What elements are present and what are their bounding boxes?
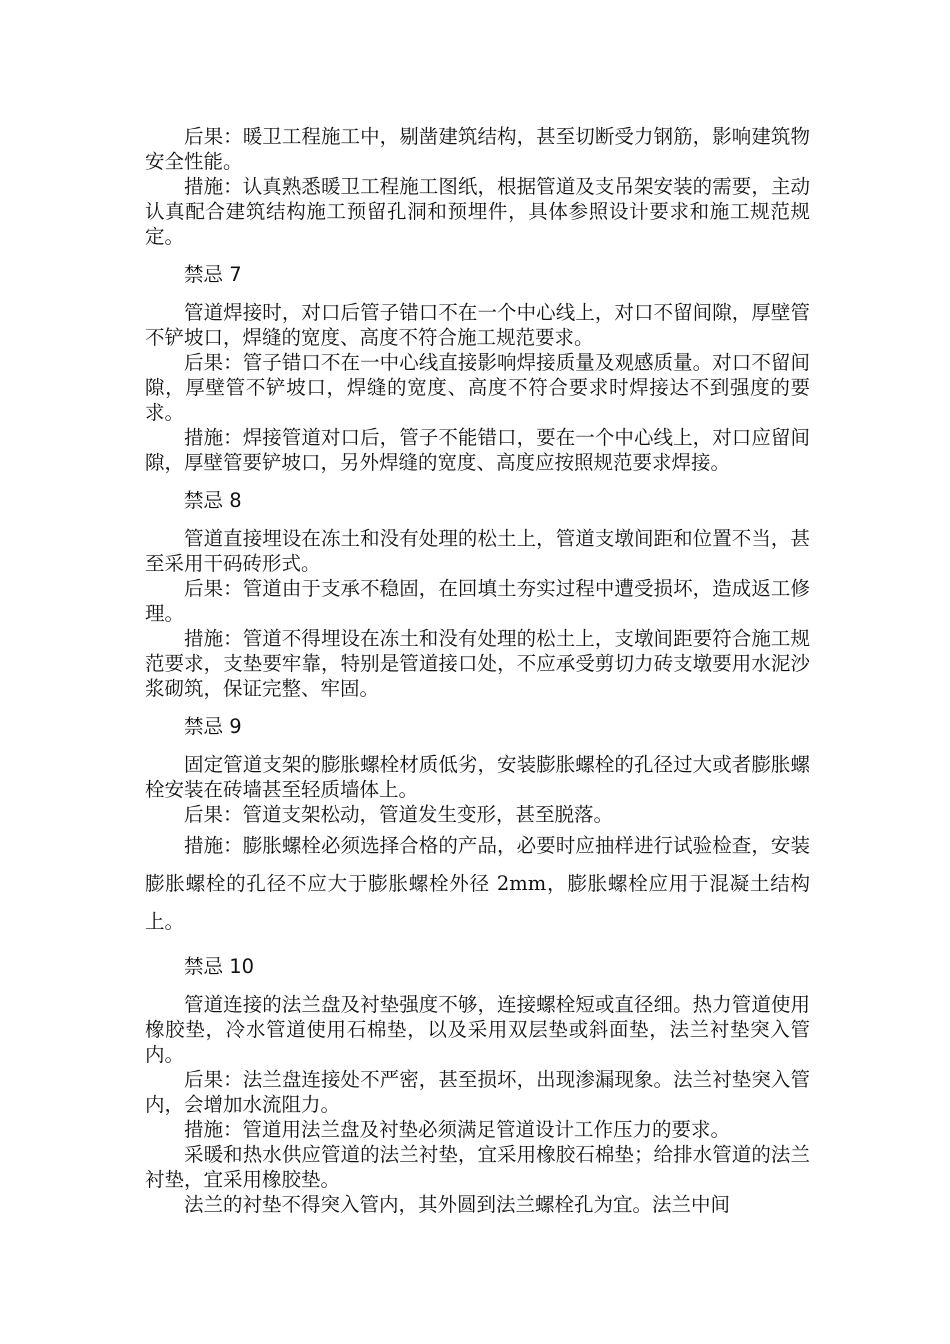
paragraph-measure: 措施：膨胀螺栓必须选择合格的产品，必要时应抽样进行试验检查，安装膨胀螺栓的孔径不应大于膨胀螺栓外径 2mm，膨胀螺栓应用于混凝土结构上。 xyxy=(145,834,810,933)
paragraph-measure: 措施：认真熟悉暖卫工程施工图纸，根据管道及支吊架安装的需要，主动认真配合建筑结构施工预留孔洞和预埋件，具体参照设计要求和施工规范规定。 xyxy=(145,175,810,248)
paragraph-consequence: 后果：管道由于支承不稳固，在回填土夯实过程中遭受损坏，造成返工修理。 xyxy=(145,577,810,625)
section-heading-9: 禁忌 9 xyxy=(184,715,242,738)
paragraph-detail: 采暖和热水供应管道的法兰衬垫，宜采用橡胶石棉垫；给排水管道的法兰衬垫，宜采用橡胶垫。 xyxy=(145,1143,810,1191)
paragraph-measure: 措施：管道用法兰盘及衬垫必须满足管道设计工作压力的要求。 xyxy=(184,1118,731,1141)
paragraph-measure: 措施：焊接管道对口后，管子不能错口，要在一个中心线上，对口应留间隙，厚壁管要铲坡口，另外焊缝的宽度、高度应按照规范要求焊接。 xyxy=(145,426,810,474)
paragraph-consequence: 后果：管道支架松动，管道发生变形，甚至脱落。 xyxy=(184,803,614,826)
document-body xyxy=(145,124,810,1217)
section-heading-7: 禁忌 7 xyxy=(184,263,242,286)
paragraph-problem: 固定管道支架的膨胀螺栓材质低劣，安装膨胀螺栓的孔径过大或者膨胀螺栓安装在砖墙甚至轻质墙体上。 xyxy=(145,753,810,801)
paragraph-detail: 法兰的衬垫不得突入管内，其外圆到法兰螺栓孔为宜。法兰中间 xyxy=(184,1193,731,1216)
paragraph-problem: 管道焊接时，对口后管子错口不在一个中心线上，对口不留间隙，厚壁管不铲坡口，焊缝的宽度、高度不符合施工规范要求。 xyxy=(145,301,810,349)
paragraph-consequence: 后果：法兰盘连接处不严密，甚至损坏，出现渗漏现象。法兰衬垫突入管内，会增加水流阻力。 xyxy=(145,1068,810,1116)
paragraph-consequence: 后果：管子错口不在一中心线直接影响焊接质量及观感质量。对口不留间隙，厚壁管不铲坡口，焊缝的宽度、高度不符合要求时焊接达不到强度的要求。 xyxy=(145,351,810,424)
section-heading-8: 禁忌 8 xyxy=(184,489,242,512)
paragraph-problem: 管道直接埋设在冻土和没有处理的松土上，管道支墩间距和位置不当，甚至采用干码砖形式。 xyxy=(145,527,810,575)
paragraph-measure: 措施：管道不得埋设在冻土和没有处理的松土上，支墩间距要符合施工规范要求，支垫要牢靠，特别是管道接口处，不应承受剪切力砖支墩要用水泥沙浆砌筑，保证完整、牢固。 xyxy=(145,627,810,700)
paragraph-problem: 管道连接的法兰盘及衬垫强度不够，连接螺栓短或直径细。热力管道使用橡胶垫，冷水管道使用石棉垫，以及采用双层垫或斜面垫，法兰衬垫突入管内。 xyxy=(145,993,810,1066)
paragraph-consequence: 后果：暖卫工程施工中，剔凿建筑结构，甚至切断受力钢筋，影响建筑物安全性能。 xyxy=(145,125,810,173)
section-heading-10: 禁忌 10 xyxy=(184,955,255,978)
